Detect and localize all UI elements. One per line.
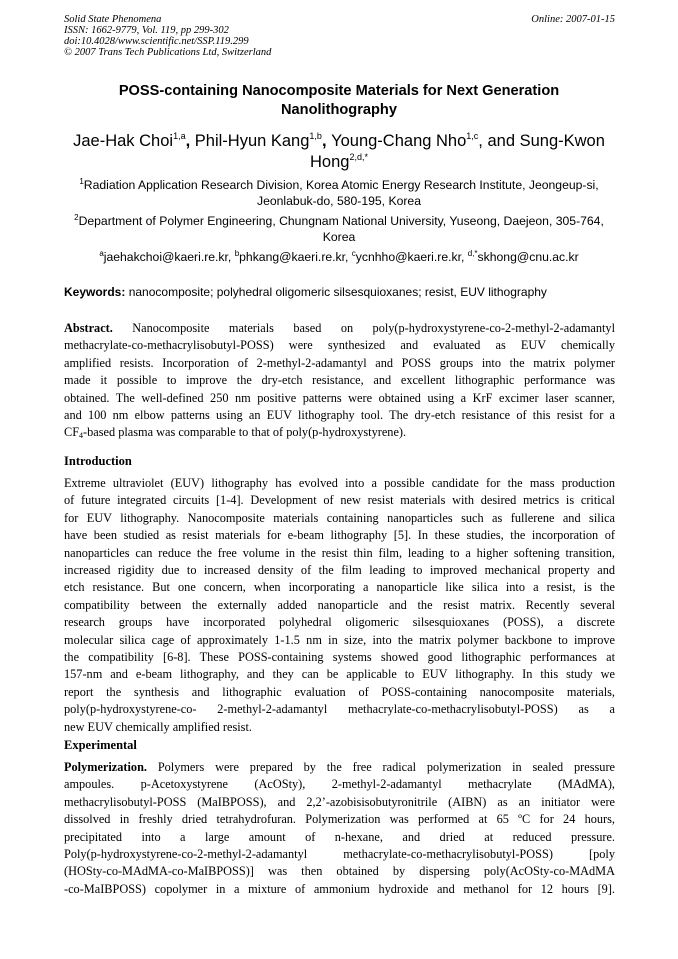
keywords-label: Keywords: — [64, 285, 126, 299]
doi-line: doi:10.4028/www.scientific.net/SSP.119.299 — [64, 36, 249, 47]
paragraph-line: research groups have incorporated polyhedral oligomeric silsesquioxanes (POSS), a discrete — [64, 615, 615, 630]
paragraph-line: molecular silica cage of approximately 1-1.5 nm in size, into the matrix polymer backbone to improve — [64, 632, 615, 647]
journal-header — [64, 14, 271, 58]
abstract-text: -based plasma was comparable to that of poly(p-hydroxystyrene). — [83, 425, 407, 440]
paragraph-line: new EUV chemically amplified resist. — [64, 719, 252, 734]
paragraph-line: poly(p-hydroxystyrene-co- 2-methyl-2-adamantyl methacrylate-co-methacrylisobutyl-POSS) as a — [64, 702, 615, 717]
polymerization-label: Polymerization. — [64, 760, 147, 774]
title-line: Nanolithography — [281, 102, 397, 118]
email-link[interactable]: jaehakchoi@kaeri.re.kr, — [103, 250, 232, 264]
abstract-text: methacrylate-co-methacrylisobutyl-POSS) were synthesized and evaluated as EUV chemically — [64, 338, 615, 353]
affiliation-2 — [64, 213, 614, 245]
email-list — [64, 249, 614, 265]
paragraph-line: precipitated into a large amount of n-hexane, and dried at reduced pressure. — [64, 829, 615, 844]
email-link[interactable]: skhong@cnu.ac.kr — [477, 250, 579, 264]
online-date: Online: 2007-01-15 — [531, 14, 615, 25]
paragraph-line: 157-nm and e-beam lithography, and they can be applicable to EUV lithography. In this study we — [64, 667, 615, 682]
paper-title — [64, 82, 614, 120]
abstract-text: CF — [64, 425, 80, 440]
email-mark: a — [99, 249, 104, 258]
keywords-text: nanocomposite; polyhedral oligomeric silsesquioxanes; resist, EUV lithography — [128, 285, 547, 299]
introduction-paragraph — [64, 475, 615, 736]
paragraph-line: (HOSty-co-MAdMA-co-MaIBPOSS)] was then obtained by dispersing poly(AcOSty-co-MAdMA — [64, 864, 615, 879]
author-affil-mark: 2,d,* — [349, 152, 368, 162]
title-line: POSS-containing Nanocomposite Materials for Next Generation — [118, 83, 560, 99]
paragraph-text: Polymers were prepared by the free radical polymerization in sealed pressure — [157, 760, 615, 774]
paragraph-line: nanoparticles can reduce the free volume in the resist thin film, leading to a higher softening transition, — [64, 545, 615, 560]
journal-name: Solid State Phenomena — [64, 14, 162, 25]
section-heading-experimental: Experimental — [64, 738, 137, 752]
author-name: Young-Chang Nho — [331, 132, 467, 150]
author-line: Jae-Hak Choi$^{1,a}$, Phil-Hyun Kang$^{1,b}$, Young-Chang Nho$^{1,c}$, and Sung-Kwon — [73, 131, 605, 150]
author-line — [64, 152, 614, 173]
paragraph-line: for EUV lithography. Nanocomposite materials containing nanoparticles such as fullerene and silica — [64, 510, 615, 525]
abstract-text: and 100 nm elbow patterns using an EUV lithography tool. The dry-etch resistance of this resist for a — [64, 408, 615, 423]
abstract-text: amplified resists. Incorporation of 2-methyl-2-adamantyl and POSS groups into the matrix polymer — [64, 355, 615, 370]
paragraph-line: have been studied as resist materials for e-beam lithography [5]. In these studies, the incorporation of — [64, 528, 615, 543]
author-name: Phil-Hyun Kang — [194, 132, 310, 150]
paragraph-line: compatibility between the externally added nanoparticle and the resist matrix. Recently several — [64, 597, 615, 612]
section-heading-introduction: Introduction — [64, 454, 132, 468]
author-affil-mark: 1,a — [173, 131, 186, 141]
author-affil-mark: 1,c — [466, 131, 479, 141]
author-affil-mark: 1,b — [309, 131, 322, 141]
copyright-line: © 2007 Trans Tech Publications Ltd, Switzerland — [64, 47, 272, 58]
email-mark: d,* — [467, 249, 478, 258]
abstract-label: Abstract. — [64, 321, 113, 335]
email-mark: b — [234, 249, 240, 258]
affil-text: Radiation Application Research Division, Korea Atomic Energy Research Institute, Jeongeup-si, — [83, 178, 599, 192]
affil-text: Jeonlabuk-do, 580-195, Korea — [257, 194, 421, 208]
polymerization-paragraph — [64, 759, 615, 898]
author-name: Hong — [310, 153, 350, 171]
paragraph-line: the compatibility [6-8]. These POSS-containing systems showed good lithographic performances at — [64, 650, 615, 665]
abstract-text: made it possible to improve the dry-etch resistance, and excellent lithographic performance was — [64, 373, 615, 388]
paragraph-line: of future integrated circuits [1-4]. Development of new resist materials with desired metrics is critical — [64, 493, 615, 508]
affil-mark: 2 — [74, 213, 79, 222]
abstract-paragraph — [64, 320, 615, 442]
author-list — [64, 131, 614, 173]
affiliation-1 — [64, 177, 614, 209]
affil-text: Korea — [322, 230, 356, 244]
email-link[interactable]: phkang@kaeri.re.kr, — [239, 250, 349, 264]
issn-line: ISSN: 1662-9779, Vol. 119, pp 299-302 — [64, 25, 229, 36]
paragraph-line: report the synthesis and lithographic evaluation of POSS-containing nanocomposite materials, — [64, 684, 615, 699]
paragraph-line: etch resistance. But one concern, when incorporating a nanoparticle like silica into a resist, is the — [64, 580, 615, 595]
author-name: Jae-Hak Choi — [73, 132, 174, 150]
affil-text: Department of Polymer Engineering, Chungnam National University, Yuseong, Daejeon, 305-764, — [78, 214, 604, 228]
paragraph-line: methacrylisobutyl-POSS (MaIBPOSS), and 2,2’-azobisisobutyronitrile (AIBN) as an initiator were — [64, 794, 615, 809]
author-name: and Sung-Kwon — [487, 132, 605, 150]
paragraph-line: ampoules. p-Acetoxystyrene (AcOSty), 2-methyl-2-adamantyl methacrylate (MAdMA), — [64, 777, 615, 792]
keywords — [64, 285, 614, 300]
email-link[interactable]: ycnhho@kaeri.re.kr, — [355, 250, 465, 264]
affil-mark: 1 — [79, 177, 84, 186]
email-mark: c — [351, 249, 356, 258]
abstract-text: obtained. The well-defined 250 nm positive patterns were obtained using a KrF excimer laser scanner, — [64, 390, 615, 405]
paragraph-line: Poly(p-hydroxystyrene-co-2-methyl-2-adamantyl methacrylate-co-methacrylisobutyl-POSS) [poly — [64, 847, 615, 862]
paragraph-line: -co-MaIBPOSS) copolymer in a mixture of ammonium hydroxide and methanol for 12 hours [9]. — [64, 881, 615, 896]
paragraph-line: Extreme ultraviolet (EUV) lithography has evolved into a possible candidate for the mass production — [64, 476, 615, 490]
paragraph-line: dissolved in freshly dried tetrahydrofuran. Polymerization was performed at 65 ºC for 24 hours, — [64, 812, 615, 827]
abstract-text: Nanocomposite materials based on poly(p-hydroxystyrene-co-2-methyl-2-adamantyl — [132, 321, 615, 335]
subscript: 4 — [79, 431, 84, 441]
paragraph-line: increased rigidity due to increased density of the film leading to improved mechanical property and — [64, 563, 615, 578]
